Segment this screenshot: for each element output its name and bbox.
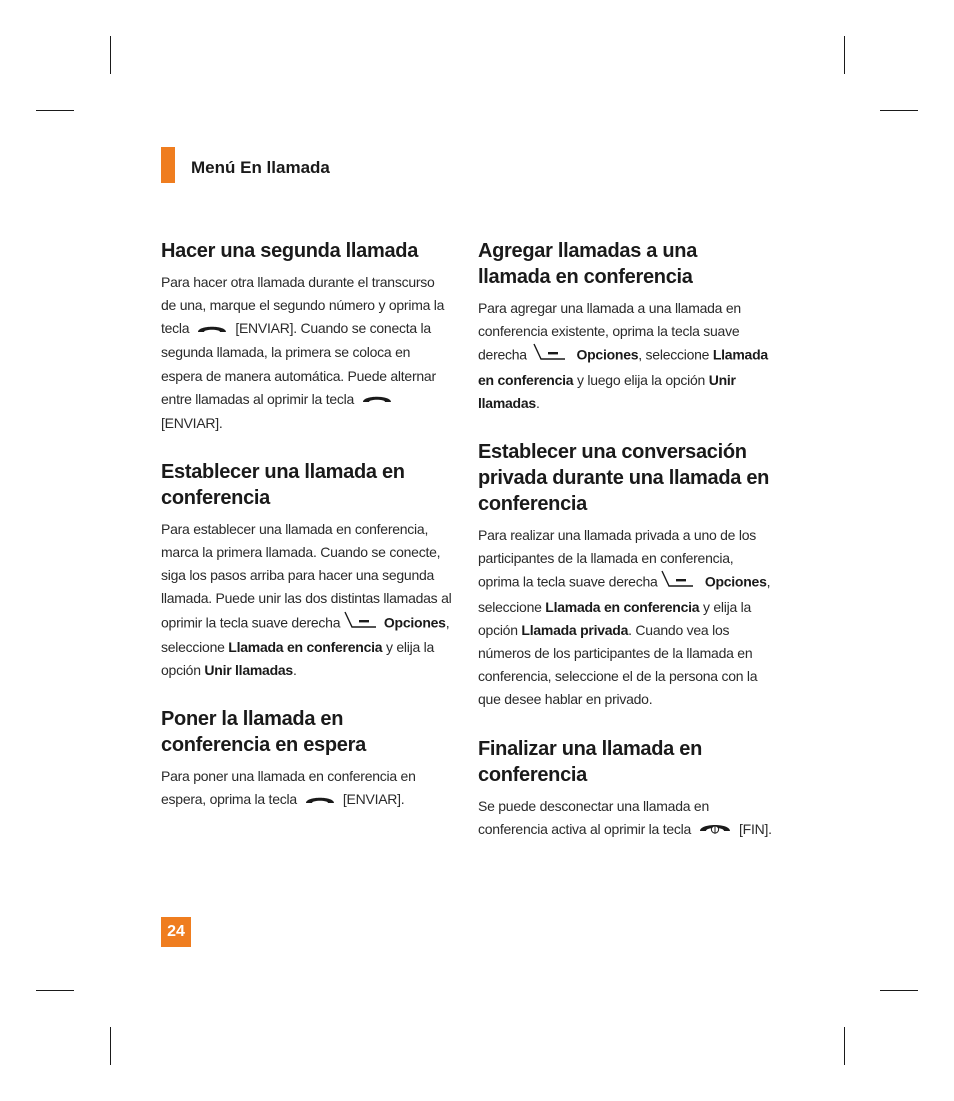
page-header-title: Menú En llamada	[191, 158, 330, 177]
section-title: Poner la llamada en conferencia en espera	[161, 708, 366, 757]
phone-send-icon	[195, 318, 229, 341]
crop-mark	[110, 36, 111, 74]
section-add-calls	[478, 238, 774, 415]
right-column	[478, 238, 774, 866]
right-soft-key-icon	[344, 611, 378, 636]
crop-mark	[844, 1027, 845, 1065]
section-end-conference	[478, 736, 774, 842]
crop-mark	[36, 110, 74, 111]
crop-mark	[36, 990, 74, 991]
right-soft-key-icon	[533, 343, 567, 368]
crop-mark	[880, 990, 918, 991]
section-title: Agregar llamadas a una llamada en conferencia	[478, 240, 698, 288]
phone-send-icon	[360, 388, 394, 411]
section-private-conversation	[478, 439, 774, 712]
end-call-icon	[697, 819, 733, 842]
right-soft-key-icon	[661, 570, 695, 595]
header-accent-bar	[161, 147, 175, 183]
section-body: Para realizar una llamada privada a uno de los participantes de la llamada en conferencia, oprima la tecla suave derecha Opciones, seleccione Llamada en conferencia y elija la opción Llamada privada. Cuando vea los números de los participantes de la llamada en conferencia, seleccione el de la persona con la que desee hablar en privado.	[478, 527, 771, 708]
section-title: Finalizar una llamada en conferencia	[478, 737, 702, 786]
section-body: Para hacer otra llamada durante el transcurso de una, marque el segundo número y oprima la tecla [ENVIAR]. Cuando se conecta la segunda llamada, la primera se coloca en espera de manera automática. Puede alternar entre llamadas al oprimir la tecla[ENVIAR].	[161, 274, 445, 431]
section-title: Establecer una llamada en conferencia	[161, 460, 405, 509]
phone-send-icon	[303, 789, 337, 812]
section-body: Para establecer una llamada en conferencia, marca la primera llamada. Cuando se conecte, siga los pasos arriba para hacer una segunda llamada. Puede unir las dos distintas llamadas al oprimir la tecla suave derecha Opciones, seleccione Llamada en conferencia y elija la opción Unir llamadas.	[161, 520, 452, 679]
page-number-badge: 24	[161, 917, 191, 947]
section-conference-hold	[161, 706, 453, 812]
left-column	[161, 238, 453, 836]
section-title: Establecer una conversación privada durante una llamada en conferencia	[478, 441, 770, 516]
crop-mark	[844, 36, 845, 74]
section-conference-call	[161, 459, 453, 682]
section-title: Hacer una segunda llamada	[161, 240, 419, 262]
crop-mark	[110, 1027, 111, 1065]
section-body: Para agregar una llamada a una llamada en conferencia existente, oprima la tecla suave derecha Opciones, seleccione Llamada en conferencia y luego elija la opción Unir llamadas.	[478, 300, 768, 411]
crop-mark	[880, 110, 918, 111]
section-second-call	[161, 238, 453, 435]
section-body: Para poner una llamada en conferencia en espera, oprima la tecla [ENVIAR].	[161, 765, 453, 812]
section-body: Se puede desconectar una llamada en conferencia activa al oprimir la tecla [FIN].	[478, 795, 774, 842]
